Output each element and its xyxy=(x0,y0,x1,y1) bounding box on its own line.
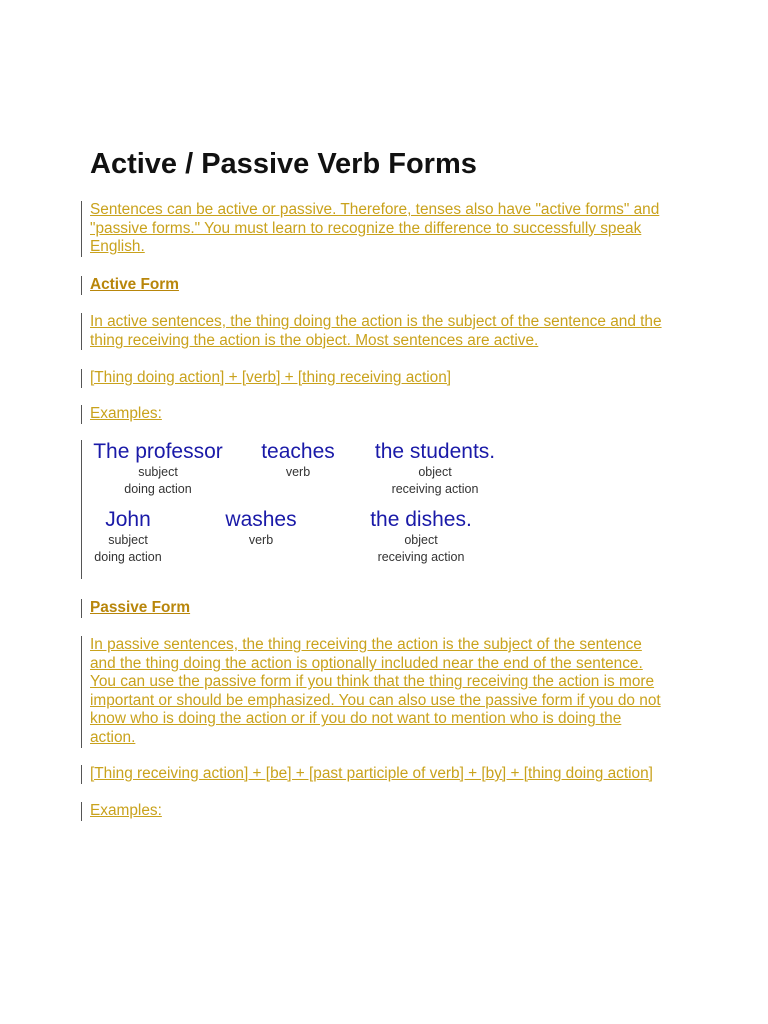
example-1-subject-word: The professor xyxy=(93,440,223,463)
example-1-verb xyxy=(261,440,335,481)
active-description-block xyxy=(81,313,681,350)
example-1-subject-desc: doing action xyxy=(124,482,192,496)
passive-form-heading[interactable]: Passive Form xyxy=(90,599,191,616)
example-1-subject xyxy=(93,440,223,498)
example-2-subject-word: John xyxy=(105,508,151,531)
passive-examples-label-block xyxy=(81,802,681,821)
example-2-subject-desc: doing action xyxy=(94,550,162,564)
example-1-object-word: the students. xyxy=(374,440,496,463)
passive-formula-block xyxy=(81,765,681,784)
example-1-object-role: object xyxy=(418,465,452,479)
example-2-subject xyxy=(94,508,161,566)
page-title: Active / Passive Verb Forms xyxy=(90,148,477,180)
passive-description-block xyxy=(81,636,681,748)
example-2-object-role: object xyxy=(404,533,438,547)
intro-link[interactable]: Sentences can be active or passive. Therefore, tenses also have "active forms" and "passive forms." You must learn to recognize the difference to successfully speak English. xyxy=(90,201,660,256)
example-2-object-word: the dishes. xyxy=(370,508,472,531)
example-1-object xyxy=(375,440,495,498)
example-2-object xyxy=(370,508,472,566)
example-2-verb-word: washes xyxy=(225,508,297,531)
passive-description-link[interactable]: In passive sentences, the thing receiving the action is the subject of the sentence and the thing doing the action is optionally included near the end of the sentence. You can use the passive form if you think that the thing receiving the action is more important or should be emphasized. You can also use the passive form if you do not know who is doing the action or if you do not want to mention who is doing the action. xyxy=(90,636,661,746)
intro-paragraph xyxy=(81,201,681,257)
active-formula-link[interactable]: [Thing doing action] + [verb] + [thing receiving action] xyxy=(90,369,452,386)
active-examples-label-block xyxy=(81,405,681,424)
active-form-heading[interactable]: Active Form xyxy=(90,276,179,293)
example-2-verb xyxy=(225,508,296,549)
example-1-verb-word: teaches xyxy=(261,440,335,463)
example-2-object-desc: receiving action xyxy=(377,550,465,564)
passive-heading-block xyxy=(81,599,681,618)
active-description-link[interactable]: In active sentences, the thing doing the action is the subject of the sentence and the thing receiving the action is the object. Most sentences are active. xyxy=(90,313,662,349)
active-examples-image xyxy=(81,440,512,579)
active-formula-block xyxy=(81,369,681,388)
passive-examples-label[interactable]: Examples: xyxy=(90,802,162,819)
example-1-subject-role: subject xyxy=(138,465,178,479)
example-2-subject-role: subject xyxy=(108,533,148,547)
example-2-verb-role: verb xyxy=(248,533,274,547)
passive-formula-link[interactable]: [Thing receiving action] + [be] + [past participle of verb] + [by] + [thing doing action] xyxy=(90,765,653,782)
active-examples-label[interactable]: Examples: xyxy=(90,405,162,422)
example-1-verb-role: verb xyxy=(285,465,311,479)
example-1-object-desc: receiving action xyxy=(391,482,479,496)
active-heading-block xyxy=(81,276,681,295)
